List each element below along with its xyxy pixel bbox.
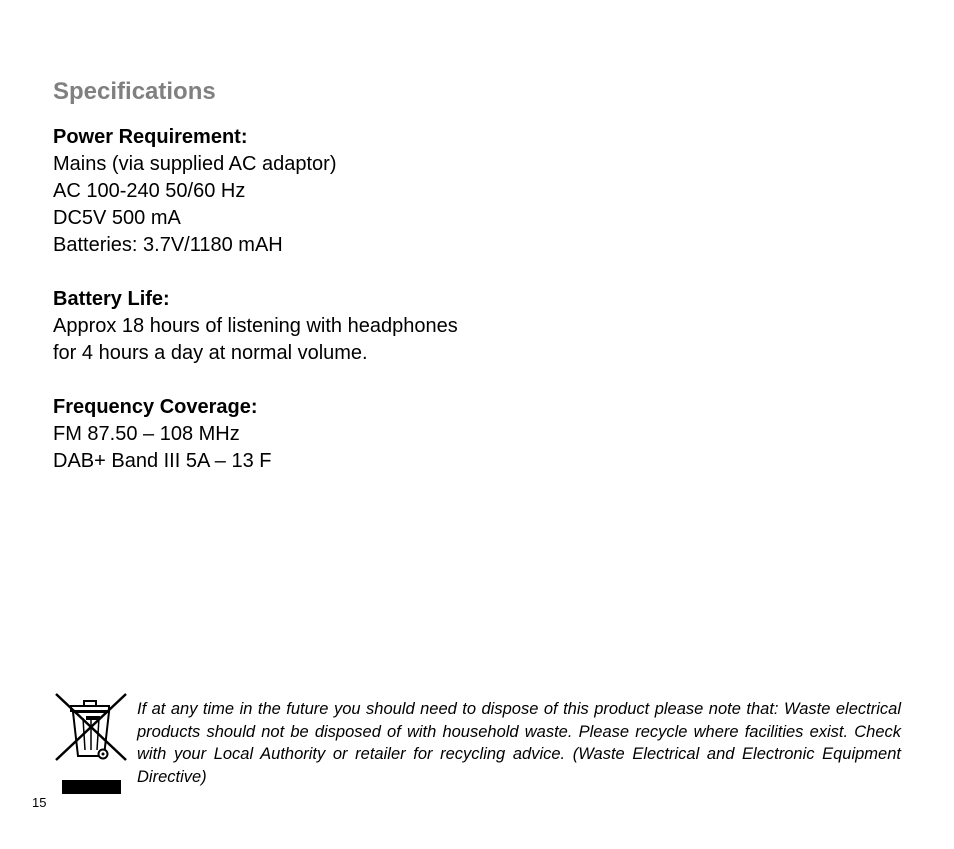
spec-section-power [53,124,653,259]
page-number: 15 [32,795,47,810]
spec-heading: Frequency Coverage: [53,396,258,418]
spec-heading: Power Requirement: [53,126,248,148]
spec-line: Batteries: 3.7V/1180 mAH [53,234,283,256]
spec-line: Approx 18 hours of listening with headphones [53,315,458,337]
spec-line: DAB+ Band III 5A – 13 F [53,450,272,472]
disposal-notice: If at any time in the future you should need to dispose of this product please note that: Waste electrical products should not be disposed of with household waste. Please recycle where facilities exist. Check with your Local Authority or retailer for recycling advice. (Waste Electrical and Electronic Equipment Directive) [137,700,901,786]
crossed-out-wheelie-bin-icon [53,690,129,796]
spec-line: FM 87.50 – 108 MHz [53,423,240,445]
spec-line: DC5V 500 mA [53,207,181,229]
spec-line: for 4 hours a day at normal volume. [53,342,368,364]
page-title: Specifications [53,78,216,105]
spec-line: AC 100-240 50/60 Hz [53,180,246,202]
spec-section-frequency [53,394,653,475]
spec-section-battery [53,286,653,367]
specifications-list [53,124,653,502]
spec-heading: Battery Life: [53,288,170,310]
spec-line: Mains (via supplied AC adaptor) [53,153,337,175]
